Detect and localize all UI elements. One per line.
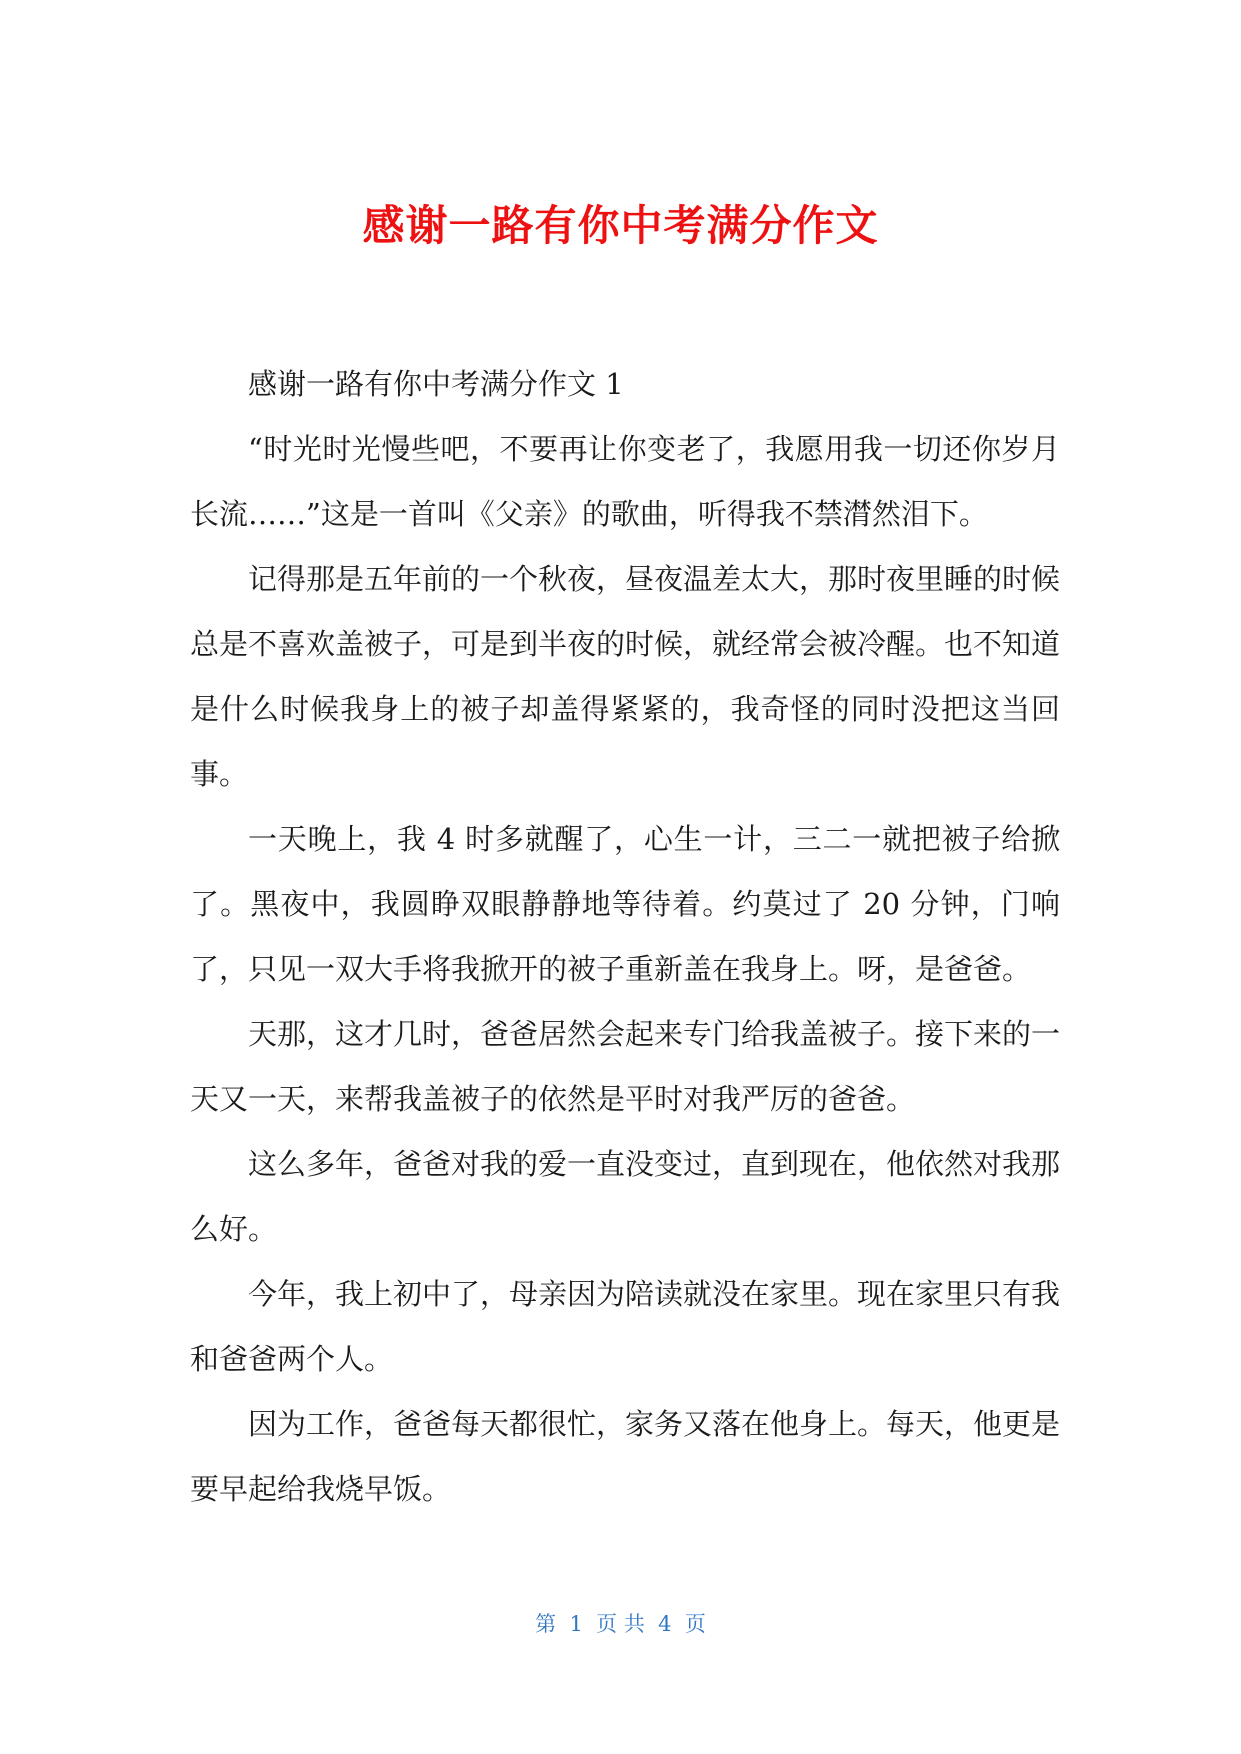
paragraph: 记得那是五年前的一个秋夜，昼夜温差太大，那时夜里睡的时候总是不喜欢盖被子，可是到半夜的时候，就经常会被冷醒。也不知道是什么时候我身上的被子却盖得紧紧的，我奇怪的同时没把这当回事。	[190, 562, 1061, 791]
document-title: 感谢一路有你中考满分作文	[362, 201, 879, 250]
paragraph-heading: 感谢一路有你中考满分作文 1	[248, 367, 624, 401]
page-number-footer: 第 1 页 共 4 页	[535, 1612, 706, 1636]
paragraph: “时光时光慢些吧，不要再让你变老了，我愿用我一切还你岁月长流……”这是一首叫《父亲》的歌曲，听得我不禁潸然泪下。	[190, 432, 1060, 531]
paragraph: 一天晚上，我 4 时多就醒了，心生一计，三二一就把被子给掀了。黑夜中，我圆睁双眼静静地等待着。约莫过了 20 分钟，门响了，只见一双大手将我掀开的被子重新盖在我身上。呀，是爸爸。	[190, 822, 1060, 986]
paragraph: 天那，这才几时，爸爸居然会起来专门给我盖被子。接下来的一天又一天，来帮我盖被子的依然是平时对我严厉的爸爸。	[190, 1017, 1061, 1116]
paragraph: 今年，我上初中了，母亲因为陪读就没在家里。现在家里只有我和爸爸两个人。	[190, 1277, 1061, 1376]
document-body	[190, 352, 1060, 1522]
paragraph: 因为工作，爸爸每天都很忙，家务又落在他身上。每天，他更是要早起给我烧早饭。	[190, 1407, 1061, 1506]
paragraph: 这么多年，爸爸对我的爱一直没变过，直到现在，他依然对我那么好。	[190, 1147, 1061, 1246]
